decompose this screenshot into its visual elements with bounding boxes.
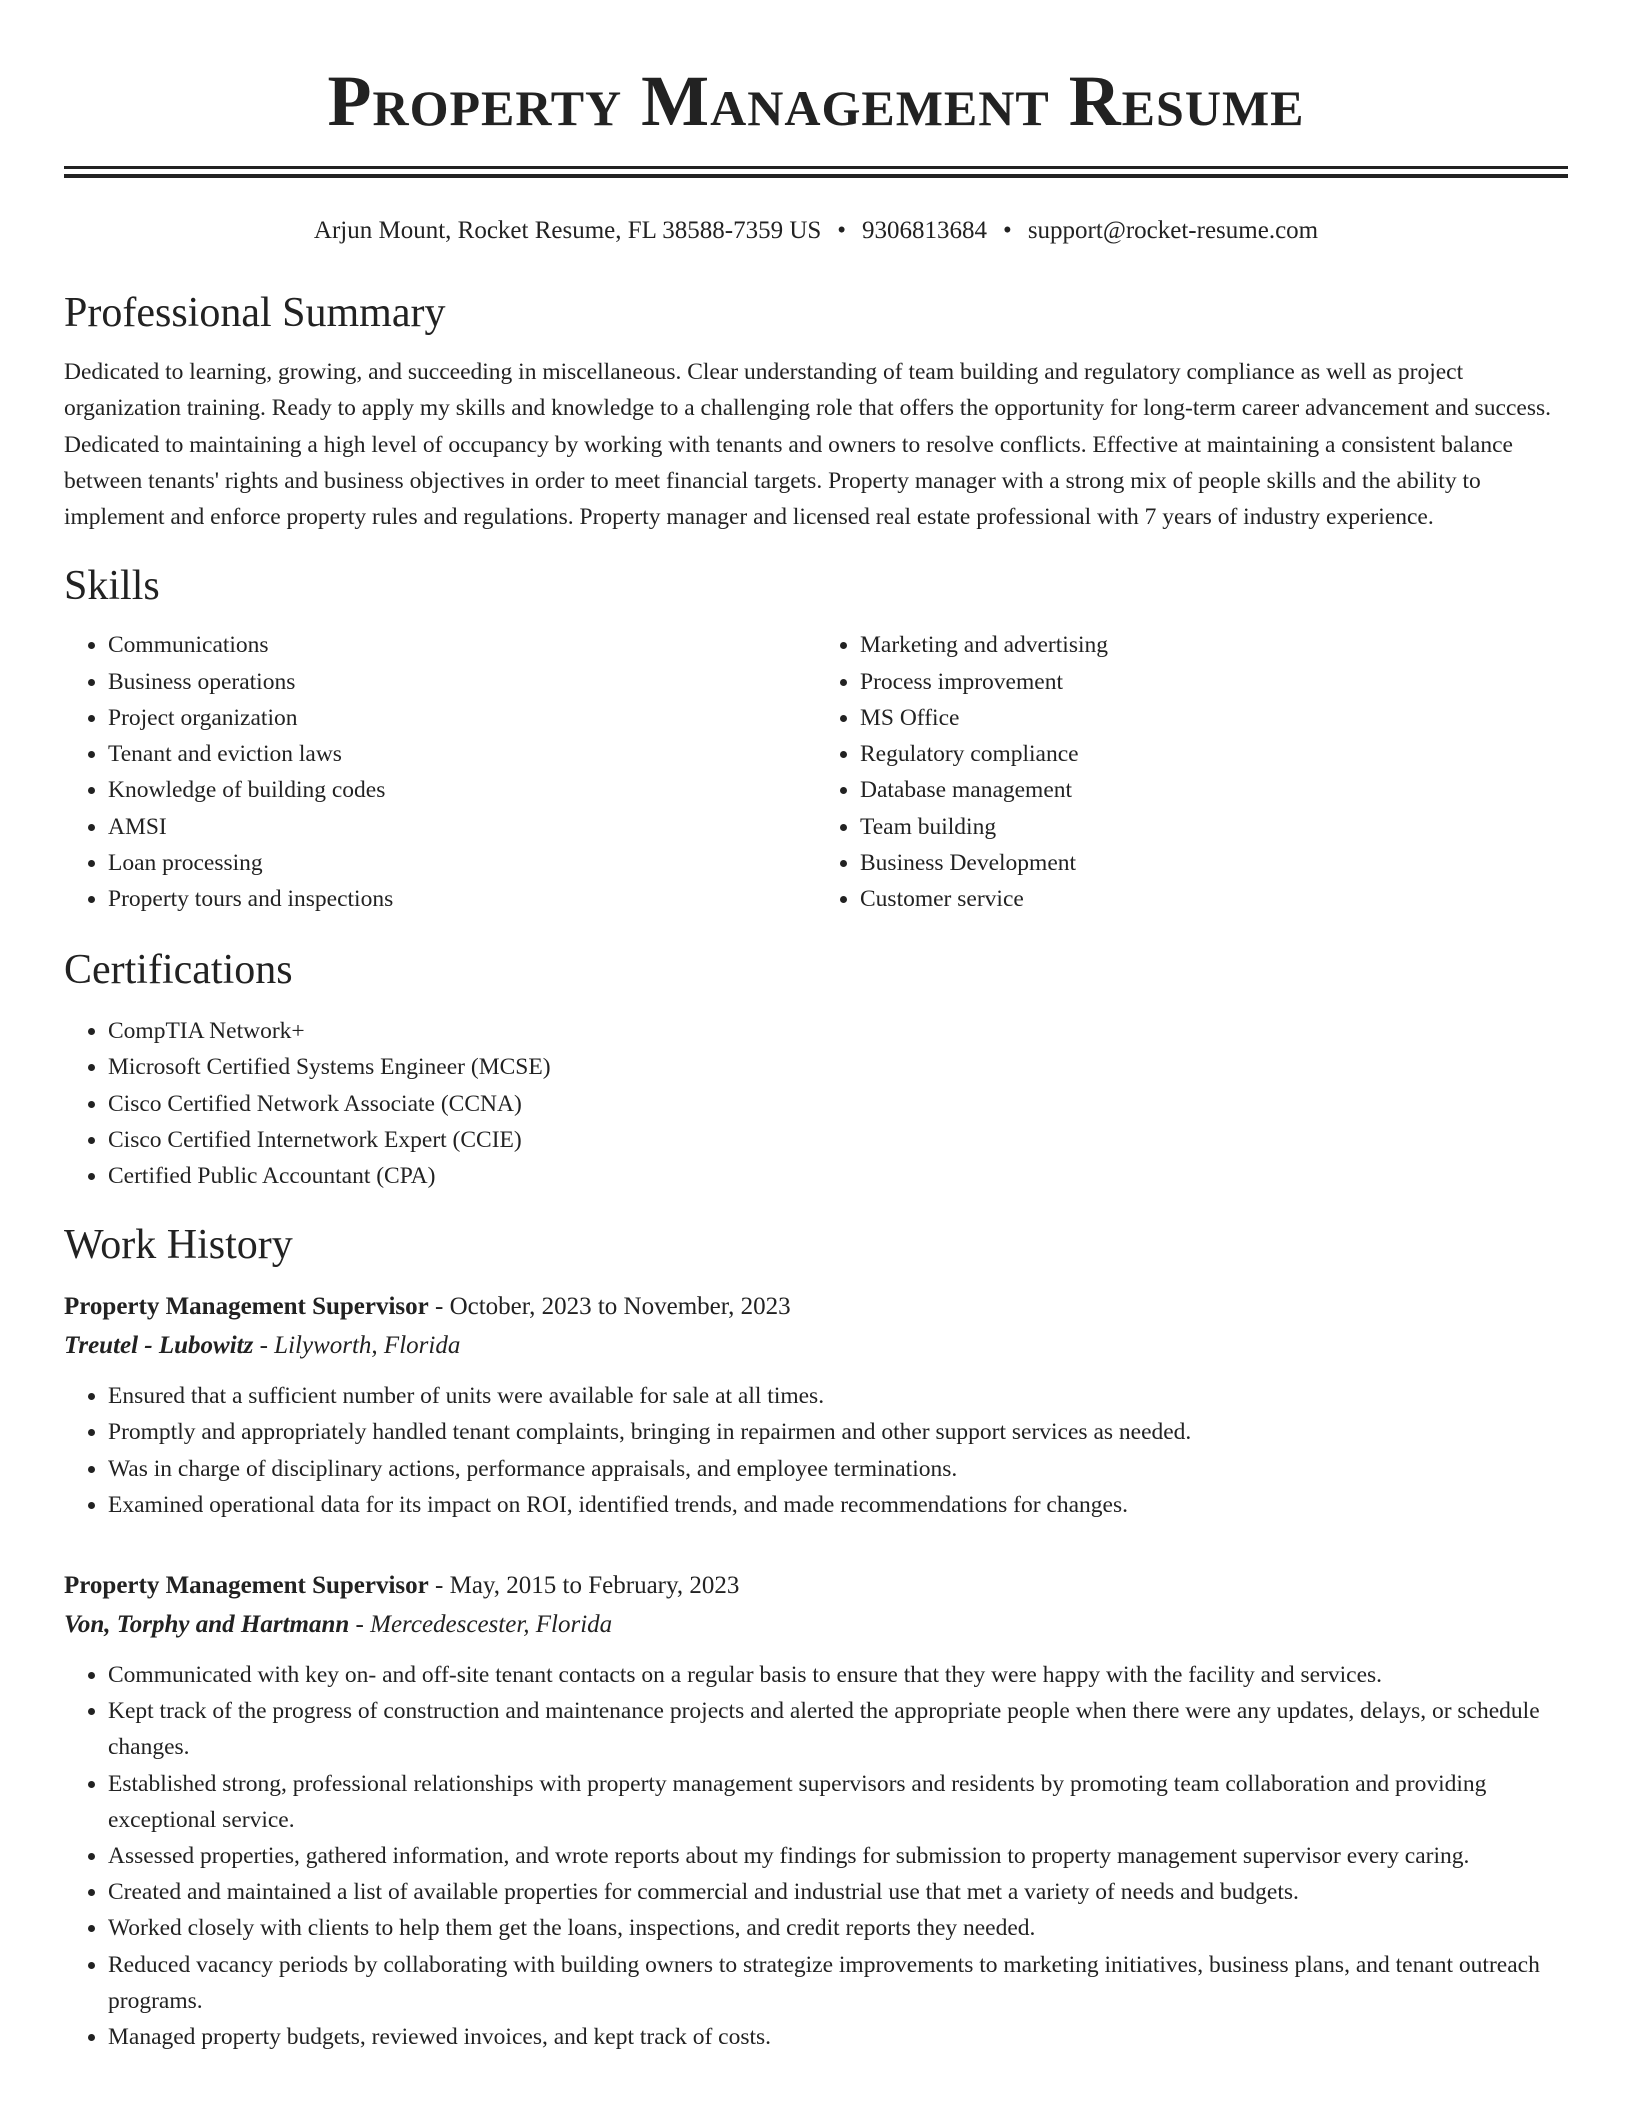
resume-page [64,0,1568,2055]
contact-line [64,214,1568,248]
work-history-heading: Work History [64,1222,293,1269]
list-item: • Microsoft Certified Systems Engineer (MCSE) [108,1049,1568,1085]
list-item: • Was in charge of disciplinary actions, performance appraisals, and employee terminations. [108,1451,1568,1487]
job-entry [64,1288,1568,1523]
title-double-rule [64,166,1568,178]
certifications-heading: Certifications [64,947,293,994]
list-item: • Tenant and eviction laws [108,736,816,772]
job-dates: - May, 2015 to February, 2023 [428,1571,740,1599]
list-item: • Team building [860,809,1568,845]
contact-address: Arjun Mount, Rocket Resume, FL 38588-7359 US [313,217,822,244]
list-item: • CompTIA Network+ [108,1013,1568,1049]
list-item: • Project organization [108,700,816,736]
list-item: • Managed property budgets, reviewed invoices, and kept track of costs. [108,2019,1568,2055]
list-item: • Certified Public Accountant (CPA) [108,1158,1568,1194]
job-entry [64,1567,1568,2055]
list-item: • Examined operational data for its impact on ROI, identified trends, and made recommendations for changes. [108,1487,1568,1523]
contact-email: support@rocket-resume.com [1027,217,1319,244]
job-dates: - October, 2023 to November, 2023 [428,1293,791,1321]
list-item: • Customer service [860,881,1568,917]
job-title-line [64,1288,1568,1326]
list-item: • Regulatory compliance [860,736,1568,772]
job-location: - Lilyworth, Florida [253,1332,461,1360]
job-location: - Mercedescester, Florida [349,1610,613,1638]
list-item: • Promptly and appropriately handled tenant complaints, bringing in repairmen and other support services as needed. [108,1414,1568,1450]
list-item: • Cisco Certified Internetwork Expert (CCIE) [108,1122,1568,1158]
skills-list-right [816,627,1568,917]
list-item: • Established strong, professional relationships with property management supervisors and residents by promoting team collaboration and providing exceptional service. [108,1766,1568,1838]
list-item: • Process improvement [860,664,1568,700]
job-title: Property Management Supervisor [64,1293,429,1321]
list-item: • Business Development [860,845,1568,881]
job-company: Von, Torphy and Hartmann [64,1610,350,1638]
list-item: • Ensured that a sufficient number of units were available for sale at all times. [108,1378,1568,1414]
list-item: • Property tours and inspections [108,881,816,917]
list-item: • Business operations [108,664,816,700]
resume-title: Property Management Resume [327,61,1305,141]
job-company-line [64,1605,1568,1645]
list-item: • Assessed properties, gathered information, and wrote reports about my findings for submission to property management supervisor every caring. [108,1838,1568,1874]
contact-phone: 9306813684 [862,217,988,244]
skills-list-left [64,627,816,917]
job-company-line [64,1326,1568,1366]
list-item: • Worked closely with clients to help them get the loans, inspections, and credit reports they needed. [108,1910,1568,1946]
job-title: Property Management Supervisor [64,1571,429,1599]
summary-heading: Professional Summary [64,290,446,336]
list-item: • Created and maintained a list of available properties for commercial and industrial use that met a variety of needs and budgets. [108,1874,1568,1910]
list-item: • Marketing and advertising [860,627,1568,663]
skills-columns [64,627,1568,917]
list-item: • Reduced vacancy periods by collaborating with building owners to strategize improvements to marketing initiatives, business plans, and tenant outreach programs. [108,1947,1568,2019]
list-item: • MS Office [860,700,1568,736]
job-title-line [64,1567,1568,1605]
list-item: • AMSI [108,809,816,845]
job-bullets [64,1378,1568,1523]
list-item: • Loan processing [108,845,816,881]
job-company: Treutel - Lubowitz [64,1332,254,1360]
skills-heading: Skills [64,563,160,610]
job-bullets [64,1657,1568,2055]
list-item: • Communicated with key on- and off-site tenant contacts on a regular basis to ensure that they were happy with the facility and services. [108,1657,1568,1693]
list-item: • Cisco Certified Network Associate (CCNA) [108,1086,1568,1122]
certifications-list [64,1013,1568,1194]
list-item: • Communications [108,627,816,663]
contact-separator: • [1003,217,1012,244]
list-item: • Kept track of the progress of construction and maintenance projects and alerted the appropriate people when there were any updates, delays, or schedule changes. [108,1693,1568,1765]
contact-separator: • [837,217,847,244]
summary-text: Dedicated to learning, growing, and succeeding in miscellaneous. Clear understanding of team building and regulatory compliance as well as project organization training. Ready to apply my skills and knowledge to a challenging role that offers the opportunity for long-term career advancement and success. Dedicated to maintaining a high level of occupancy by working with tenants and owners to resolve conflicts. Effective at maintaining a consistent balance between tenants' rights and business objectives in order to meet financial targets. Property manager with a strong mix of people skills and the ability to implement and enforce property rules and regulations. Property manager and licensed real estate professional with 7 years of industry experience. [64,359,1552,531]
list-item: • Database management [860,772,1568,808]
list-item: • Knowledge of building codes [108,772,816,808]
